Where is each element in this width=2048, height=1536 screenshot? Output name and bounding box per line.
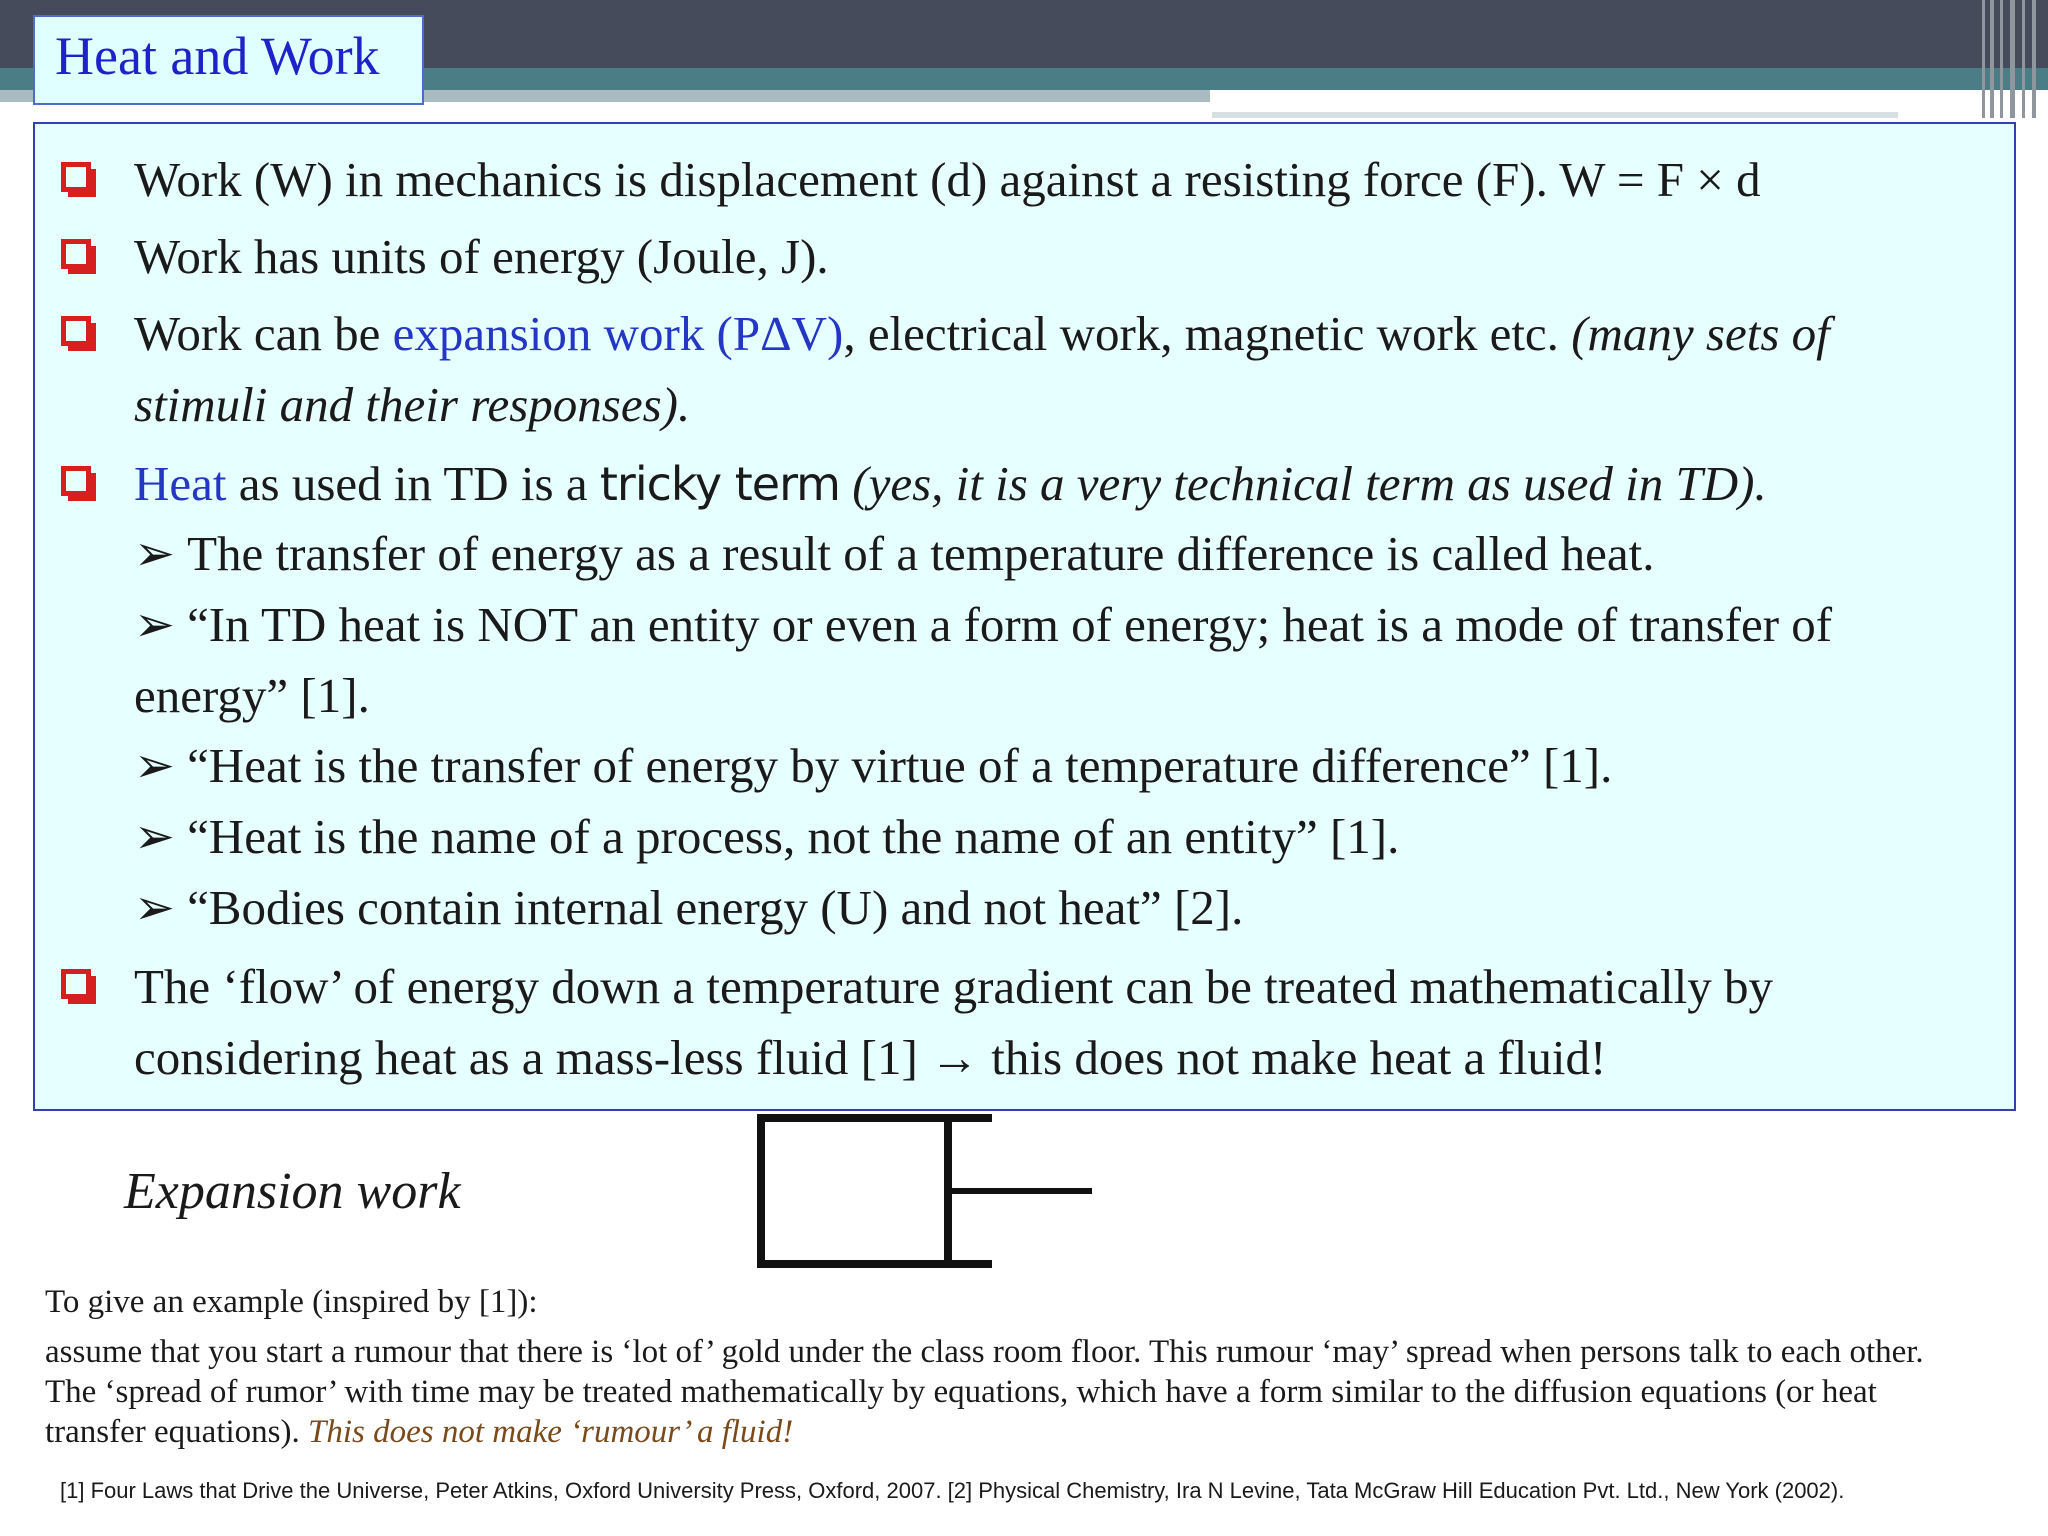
bullet-square-icon — [61, 466, 91, 496]
bullet-work-units: Work has units of energy (Joule, J). — [134, 229, 829, 284]
bullet-heat-term: Heat as used in TD is a tricky term (yes, it is a very technical term as used in TD). — [134, 456, 1767, 511]
piston-cylinder-diagram — [755, 1112, 1095, 1272]
arrow-bullet-icon: ➢ — [134, 809, 176, 864]
subpoint-heat-process: ➢ “Heat is the name of a process, not the name of an entity” [1]. — [134, 809, 1400, 864]
bullet-square-icon — [61, 316, 91, 346]
bullet-square-icon — [61, 969, 91, 999]
expansion-work-label: Expansion work — [124, 1163, 461, 1220]
example-line-3: transfer equations). This does not make ‘rumour’ a fluid! — [45, 1414, 794, 1450]
arrow-bullet-icon: ➢ — [134, 880, 176, 935]
bullet-heat-flow: The ‘flow’ of energy down a temperature gradient can be treated mathematically by — [134, 959, 1773, 1014]
arrow-bullet-icon: ➢ — [134, 526, 176, 581]
tricky-term: tricky term — [599, 457, 840, 511]
header-thin-line — [1212, 112, 1898, 118]
example-line-2: The ‘spread of rumor’ with time may be treated mathematically by equations, which have a form similar to the diffusion equations (or heat — [45, 1374, 1877, 1410]
right-stripes-decoration — [1978, 0, 2048, 118]
slide-title: Heat and Work — [55, 26, 380, 86]
subpoint-internal-energy: ➢ “Bodies contain internal energy (U) and not heat” [2]. — [134, 880, 1244, 935]
bullet-square-icon — [61, 239, 91, 269]
bullet-work-types: Work can be expansion work (PΔV), electrical work, magnetic work etc. (many sets of — [134, 306, 1830, 361]
subpoint-heat-virtue: ➢ “Heat is the transfer of energy by virtue of a temperature difference” [1]. — [134, 738, 1613, 793]
example-line-1: assume that you start a rumour that there is ‘lot of’ gold under the class room floor. This rumour ‘may’ spread when persons talk to each other. — [45, 1334, 1924, 1370]
references: [1] Four Laws that Drive the Universe, Peter Atkins, Oxford University Press, Oxford, 2007. [2] Physical Chemistry, Ira N Levine, Tata McGraw Hill Education Pvt. Ltd., New York (2002). — [60, 1478, 1845, 1503]
slide-title-box — [33, 15, 424, 105]
rumour-not-fluid-note: This does not make ‘rumour’ a fluid! — [308, 1414, 794, 1450]
bullet-heat-flow-continued: considering heat as a mass-less fluid [1] → this does not make heat a fluid! — [134, 1030, 1607, 1085]
expansion-work-term: expansion work (PΔV) — [392, 306, 844, 361]
arrow-bullet-icon: ➢ — [134, 738, 176, 793]
bullet-work-definition: Work (W) in mechanics is displacement (d) against a resisting force (F). W = F × d — [134, 152, 1761, 207]
subpoint-heat-transfer: ➢ The transfer of energy as a result of a temperature difference is called heat. — [134, 526, 1655, 581]
bullet-work-types-continued: stimuli and their responses). — [134, 377, 691, 432]
subpoint-heat-not-entity: ➢ “In TD heat is NOT an entity or even a form of energy; heat is a mode of transfer of — [134, 597, 1833, 652]
example-intro: To give an example (inspired by [1]): — [45, 1284, 538, 1320]
content-box — [33, 122, 2016, 1111]
bullet-square-icon — [61, 162, 91, 192]
arrow-bullet-icon: ➢ — [134, 597, 176, 652]
heat-term: Heat — [134, 456, 227, 511]
subpoint-heat-not-entity-continued: energy” [1]. — [134, 668, 370, 723]
